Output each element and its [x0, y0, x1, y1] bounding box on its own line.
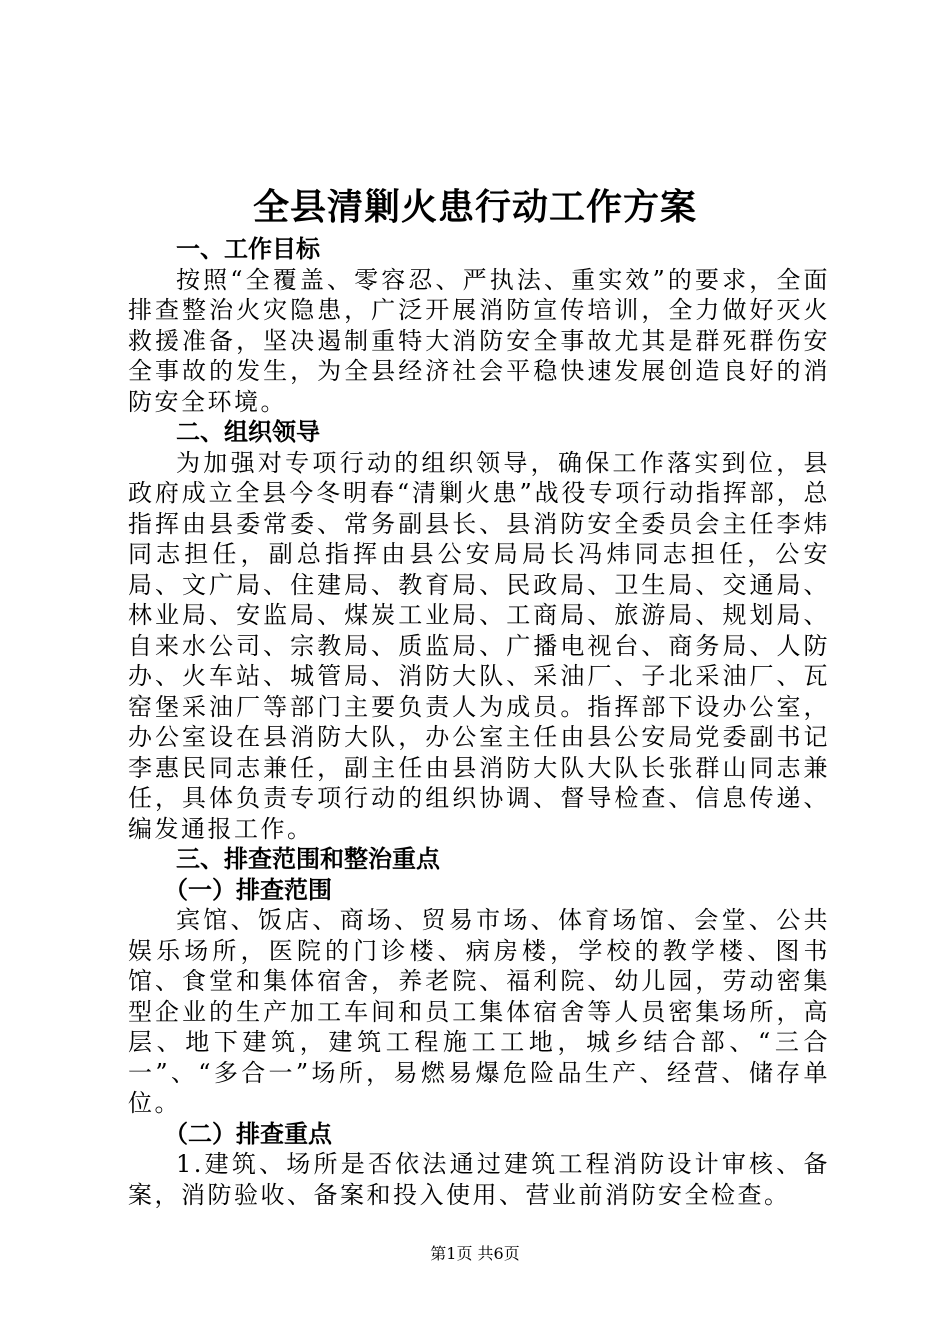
section-heading-leadership: 二、组织领导	[176, 418, 320, 446]
section-heading-goals: 一、工作目标	[176, 235, 320, 263]
paragraph-focus-item-1: 1.建筑、场所是否依法通过建筑工程消防设计审核、备案，消防验收、备案和投入使用、营业前消防安全检查。	[128, 1150, 830, 1209]
paragraph-goals: 按照“全覆盖、零容忍、严执法、重实效”的要求，全面排查整治火灾隐患，广泛开展消防宣传培训，全力做好灭火救援准备，坚决遏制重特大消防安全事故尤其是群死群伤安全事故的发生，为全县经济社会平稳快速发展创造良好的消防安全环境。	[128, 265, 830, 416]
paragraph-scope: 宾馆、饭店、商场、贸易市场、体育场馆、会堂、公共娱乐场所，医院的门诊楼、病房楼，学校的教学楼、图书馆、食堂和集体宿舍，养老院、福利院、幼儿园，劳动密集型企业的生产加工车间和员工集体宿舍等人员密集场所，高层、地下建筑，建筑工程施工工地，城乡结合部、“三合一”、“多合一”场所，易燃易爆危险品生产、经营、储存单位。	[128, 906, 830, 1117]
section-heading-scope: 三、排查范围和整治重点	[176, 845, 440, 873]
page-number-footer: 第1页 共6页	[430, 1244, 520, 1263]
subheading-focus: （二）排查重点	[164, 1119, 332, 1148]
subheading-scope: （一）排查范围	[164, 875, 332, 904]
document-title: 全县清剿火患行动工作方案	[252, 187, 697, 228]
document-body	[128, 234, 830, 1210]
paragraph-leadership: 为加强对专项行动的组织领导，确保工作落实到位，县政府成立全县今冬明春“清剿火患”战役专项行动指挥部，总指挥由县委常委、常务副县长、县消防安全委员会主任李炜同志担任，副总指挥由县公安局局长冯炜同志担任，公安局、文广局、住建局、教育局、民政局、卫生局、交通局、林业局、安监局、煤炭工业局、工商局、旅游局、规划局、自来水公司、宗教局、质监局、广播电视台、商务局、人防办、火车站、城管局、消防大队、采油厂、子北采油厂、瓦窑堡采油厂等部门主要负责人为成员。指挥部下设办公室，办公室设在县消防大队，办公室主任由县公安局党委副书记李惠民同志兼任，副主任由县消防大队大队长张群山同志兼任，具体负责专项行动的组织协调、督导检查、信息传递、编发通报工作。	[128, 448, 830, 843]
